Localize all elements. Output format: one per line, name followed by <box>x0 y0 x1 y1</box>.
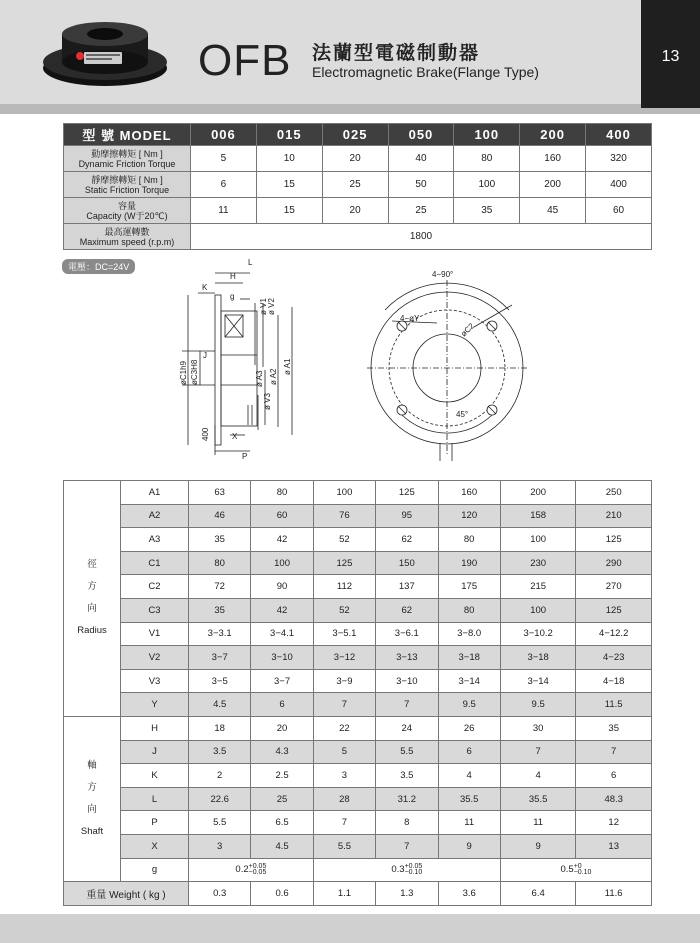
dim-row <box>64 693 652 717</box>
dim-row <box>64 811 652 835</box>
spec-cell: 5 <box>191 146 257 172</box>
svg-text:400: 400 <box>201 427 210 441</box>
model-col: 006 <box>191 124 257 146</box>
spec-row-capacity <box>64 198 652 224</box>
dim-cell: 52 <box>313 598 375 622</box>
dim-cell: 250 <box>576 481 652 505</box>
dim-cell: 3−10 <box>251 646 313 670</box>
dim-cell: 62 <box>376 528 438 552</box>
dim-cell: 8 <box>376 811 438 835</box>
dim-cell: 3−5 <box>189 669 251 693</box>
g-tolerance-cell: 0.3+0.05 −0.10 <box>313 858 500 882</box>
title-english: Electromagnetic Brake(Flange Type) <box>312 64 539 80</box>
dim-key: J <box>121 740 189 764</box>
dim-row <box>64 528 652 552</box>
spec-header-row <box>64 124 652 146</box>
svg-text:ø A2: ø A2 <box>269 368 278 385</box>
dim-key: H <box>121 716 189 740</box>
weight-cell: 3.6 <box>438 882 500 906</box>
dim-cell: 35 <box>189 528 251 552</box>
dim-cell: 52 <box>313 528 375 552</box>
svg-text:45°: 45° <box>456 410 469 419</box>
svg-text:øC1h9: øC1h9 <box>179 360 188 385</box>
dim-cell: 7 <box>376 834 438 858</box>
dim-cell: 3.5 <box>189 740 251 764</box>
svg-text:øC2: øC2 <box>459 321 477 339</box>
dim-key: A2 <box>121 504 189 528</box>
dim-cell: 2.5 <box>251 764 313 788</box>
dim-cell: 46 <box>189 504 251 528</box>
dim-key: A3 <box>121 528 189 552</box>
svg-text:4−90°: 4−90° <box>432 270 454 279</box>
g-tolerance-cell: 0.2+0.05 −0.05 <box>189 858 314 882</box>
dim-cell: 2 <box>189 764 251 788</box>
dim-cell: 6 <box>251 693 313 717</box>
dim-cell: 6 <box>438 740 500 764</box>
dim-row <box>64 834 652 858</box>
dim-cell: 76 <box>313 504 375 528</box>
weight-cell: 1.1 <box>313 882 375 906</box>
spec-row-label: 動摩擦轉矩 [ Nm ] Dynamic Friction Torque <box>64 146 191 172</box>
g-tolerance-cell: 0.5+0 −0.10 <box>500 858 651 882</box>
dim-cell: 3−7 <box>189 646 251 670</box>
spec-cell: 80 <box>454 146 520 172</box>
dim-row <box>64 764 652 788</box>
dim-cell: 4.5 <box>189 693 251 717</box>
svg-text:L: L <box>248 258 253 267</box>
dim-cell: 42 <box>251 528 313 552</box>
spec-cell: 40 <box>388 146 454 172</box>
side-section-drawing <box>170 255 330 465</box>
dim-cell: 4 <box>500 764 576 788</box>
model-col: 025 <box>322 124 388 146</box>
dim-cell: 100 <box>500 598 576 622</box>
dim-cell: 160 <box>438 481 500 505</box>
dim-cell: 3−6.1 <box>376 622 438 646</box>
spec-cell: 25 <box>322 172 388 198</box>
svg-text:ø V2: ø V2 <box>267 298 276 315</box>
dim-cell: 4.3 <box>251 740 313 764</box>
dim-cell: 3 <box>313 764 375 788</box>
svg-text:4−øY: 4−øY <box>400 314 420 323</box>
dim-cell: 20 <box>251 716 313 740</box>
dim-row <box>64 504 652 528</box>
dim-cell: 4−23 <box>576 646 652 670</box>
spec-cell: 50 <box>388 172 454 198</box>
dim-cell: 11 <box>438 811 500 835</box>
dim-cell: 7 <box>376 693 438 717</box>
weight-row <box>64 882 652 906</box>
dim-cell: 210 <box>576 504 652 528</box>
dim-cell: 31.2 <box>376 787 438 811</box>
dim-cell: 3−4.1 <box>251 622 313 646</box>
dim-cell: 137 <box>376 575 438 599</box>
dim-cell: 6.5 <box>251 811 313 835</box>
dim-cell: 3−18 <box>500 646 576 670</box>
model-col: 200 <box>520 124 586 146</box>
spec-cell: 6 <box>191 172 257 198</box>
dim-cell: 3−7 <box>251 669 313 693</box>
brake-product-image <box>40 12 170 92</box>
svg-text:g: g <box>230 292 235 301</box>
dim-cell: 11 <box>500 811 576 835</box>
dim-cell: 42 <box>251 598 313 622</box>
dim-key: L <box>121 787 189 811</box>
dim-cell: 5.5 <box>313 834 375 858</box>
dim-cell: 4−18 <box>576 669 652 693</box>
dim-cell: 3−9 <box>313 669 375 693</box>
weight-cell: 11.6 <box>576 882 652 906</box>
dim-cell: 125 <box>376 481 438 505</box>
dim-row <box>64 669 652 693</box>
spec-cell: 35 <box>454 198 520 224</box>
dim-cell: 4.5 <box>251 834 313 858</box>
svg-text:H: H <box>230 272 236 281</box>
dim-row <box>64 622 652 646</box>
spec-cell: 60 <box>586 198 652 224</box>
spec-row-static-torque <box>64 172 652 198</box>
dim-cell: 11.5 <box>576 693 652 717</box>
spec-cell: 15 <box>256 172 322 198</box>
dim-cell: 7 <box>576 740 652 764</box>
max-speed-value: 1800 <box>191 224 652 250</box>
spec-row-dynamic-torque <box>64 146 652 172</box>
dim-cell: 3−18 <box>438 646 500 670</box>
dim-cell: 90 <box>251 575 313 599</box>
page-number: 13 <box>661 48 680 65</box>
dim-cell: 28 <box>313 787 375 811</box>
spec-cell: 45 <box>520 198 586 224</box>
dim-cell: 158 <box>500 504 576 528</box>
dim-cell: 3−10.2 <box>500 622 576 646</box>
svg-text:øC3H8: øC3H8 <box>190 359 199 385</box>
dim-row-g <box>64 858 652 882</box>
dim-key: C2 <box>121 575 189 599</box>
header-strip <box>0 104 700 114</box>
dim-cell: 3−13 <box>376 646 438 670</box>
dim-cell: 3−8.0 <box>438 622 500 646</box>
dim-cell: 230 <box>500 551 576 575</box>
dim-cell: 25 <box>251 787 313 811</box>
dim-cell: 9.5 <box>438 693 500 717</box>
dim-cell: 270 <box>576 575 652 599</box>
svg-text:ø A3: ø A3 <box>255 370 264 387</box>
svg-text:X: X <box>232 432 238 441</box>
dim-cell: 5.5 <box>376 740 438 764</box>
dim-row <box>64 787 652 811</box>
svg-text:J: J <box>203 351 207 360</box>
svg-text:P: P <box>242 452 248 461</box>
spec-cell: 15 <box>256 198 322 224</box>
front-view-drawing <box>362 265 532 465</box>
dim-cell: 125 <box>313 551 375 575</box>
dim-cell: 30 <box>500 716 576 740</box>
weight-cell: 1.3 <box>376 882 438 906</box>
model-col: 400 <box>586 124 652 146</box>
dim-cell: 190 <box>438 551 500 575</box>
dim-cell: 3 <box>189 834 251 858</box>
dim-cell: 80 <box>251 481 313 505</box>
model-header: 型 號 MODEL <box>64 124 191 146</box>
dim-cell: 175 <box>438 575 500 599</box>
dim-cell: 12 <box>576 811 652 835</box>
dim-cell: 26 <box>438 716 500 740</box>
spec-cell: 200 <box>520 172 586 198</box>
dim-row <box>64 551 652 575</box>
dim-row <box>64 481 652 505</box>
spec-cell: 25 <box>388 198 454 224</box>
dim-cell: 9 <box>500 834 576 858</box>
dim-cell: 125 <box>576 528 652 552</box>
dim-cell: 63 <box>189 481 251 505</box>
shaft-group-label: 軸 方 向 Shaft <box>64 716 121 881</box>
dim-cell: 215 <box>500 575 576 599</box>
model-col: 050 <box>388 124 454 146</box>
spec-row-label: 最高運轉數 Maximum speed (r.p.m) <box>64 224 191 250</box>
model-code: OFB <box>198 36 292 85</box>
dim-key: C3 <box>121 598 189 622</box>
spec-cell: 100 <box>454 172 520 198</box>
dim-cell: 9 <box>438 834 500 858</box>
dim-cell: 48.3 <box>576 787 652 811</box>
dim-cell: 5.5 <box>189 811 251 835</box>
dim-key: K <box>121 764 189 788</box>
dim-cell: 22 <box>313 716 375 740</box>
dim-cell: 125 <box>576 598 652 622</box>
radius-group-label: 徑 方 向 Radius <box>64 481 121 717</box>
dim-key: V3 <box>121 669 189 693</box>
dim-cell: 22.6 <box>189 787 251 811</box>
dim-cell: 7 <box>313 811 375 835</box>
dim-cell: 3−5.1 <box>313 622 375 646</box>
weight-label: 重量 Weight ( kg ) <box>64 882 189 906</box>
spec-row-label: 容量 Capacity (W于20℃) <box>64 198 191 224</box>
dim-row <box>64 740 652 764</box>
weight-cell: 0.3 <box>189 882 251 906</box>
spec-cell: 320 <box>586 146 652 172</box>
svg-text:K: K <box>202 283 208 292</box>
dim-cell: 3−14 <box>438 669 500 693</box>
dim-cell: 112 <box>313 575 375 599</box>
svg-text:ø V1: ø V1 <box>259 298 268 315</box>
dim-cell: 3−12 <box>313 646 375 670</box>
dim-cell: 62 <box>376 598 438 622</box>
footer-band <box>0 914 700 943</box>
dim-cell: 13 <box>576 834 652 858</box>
dim-cell: 3−14 <box>500 669 576 693</box>
dim-cell: 80 <box>438 528 500 552</box>
title-chinese: 法蘭型電磁制動器 <box>312 42 481 64</box>
dim-cell: 120 <box>438 504 500 528</box>
dim-cell: 4−12.2 <box>576 622 652 646</box>
weight-cell: 6.4 <box>500 882 576 906</box>
dim-cell: 6 <box>576 764 652 788</box>
model-col: 015 <box>256 124 322 146</box>
spec-cell: 160 <box>520 146 586 172</box>
dim-cell: 3.5 <box>376 764 438 788</box>
dim-cell: 24 <box>376 716 438 740</box>
spec-cell: 20 <box>322 146 388 172</box>
dim-key: P <box>121 811 189 835</box>
dim-cell: 100 <box>500 528 576 552</box>
dim-key: X <box>121 834 189 858</box>
dim-key: V1 <box>121 622 189 646</box>
dim-cell: 35.5 <box>500 787 576 811</box>
dim-cell: 72 <box>189 575 251 599</box>
dim-cell: 35 <box>576 716 652 740</box>
spec-row-label: 靜摩擦轉矩 [ Nm ] Static Friction Torque <box>64 172 191 198</box>
dim-cell: 100 <box>313 481 375 505</box>
dim-cell: 35 <box>189 598 251 622</box>
dim-cell: 18 <box>189 716 251 740</box>
dim-key: V2 <box>121 646 189 670</box>
dim-cell: 9.5 <box>500 693 576 717</box>
dim-row <box>64 598 652 622</box>
weight-cell: 0.6 <box>251 882 313 906</box>
spec-table <box>63 123 652 250</box>
dim-row <box>64 716 652 740</box>
dim-cell: 4 <box>438 764 500 788</box>
dim-key: A1 <box>121 481 189 505</box>
svg-text:ø V3: ø V3 <box>263 393 272 410</box>
dimensions-table <box>63 480 652 906</box>
spec-cell: 20 <box>322 198 388 224</box>
spec-cell: 10 <box>256 146 322 172</box>
dim-row <box>64 575 652 599</box>
dim-cell: 100 <box>251 551 313 575</box>
dim-cell: 200 <box>500 481 576 505</box>
dim-row <box>64 646 652 670</box>
dim-key: Y <box>121 693 189 717</box>
dim-cell: 80 <box>438 598 500 622</box>
svg-text:ø A1: ø A1 <box>283 358 292 375</box>
dim-cell: 35.5 <box>438 787 500 811</box>
dim-cell: 5 <box>313 740 375 764</box>
dim-cell: 3−3.1 <box>189 622 251 646</box>
dim-key: C1 <box>121 551 189 575</box>
spec-cell: 11 <box>191 198 257 224</box>
voltage-badge: 電壓：DC=24V <box>62 259 135 274</box>
dim-cell: 290 <box>576 551 652 575</box>
dim-cell: 80 <box>189 551 251 575</box>
dim-key: g <box>121 858 189 882</box>
dim-cell: 7 <box>313 693 375 717</box>
dim-cell: 95 <box>376 504 438 528</box>
dim-cell: 7 <box>500 740 576 764</box>
spec-row-max-speed <box>64 224 652 250</box>
dim-cell: 150 <box>376 551 438 575</box>
dim-cell: 60 <box>251 504 313 528</box>
spec-cell: 400 <box>586 172 652 198</box>
model-col: 100 <box>454 124 520 146</box>
dim-cell: 3−10 <box>376 669 438 693</box>
